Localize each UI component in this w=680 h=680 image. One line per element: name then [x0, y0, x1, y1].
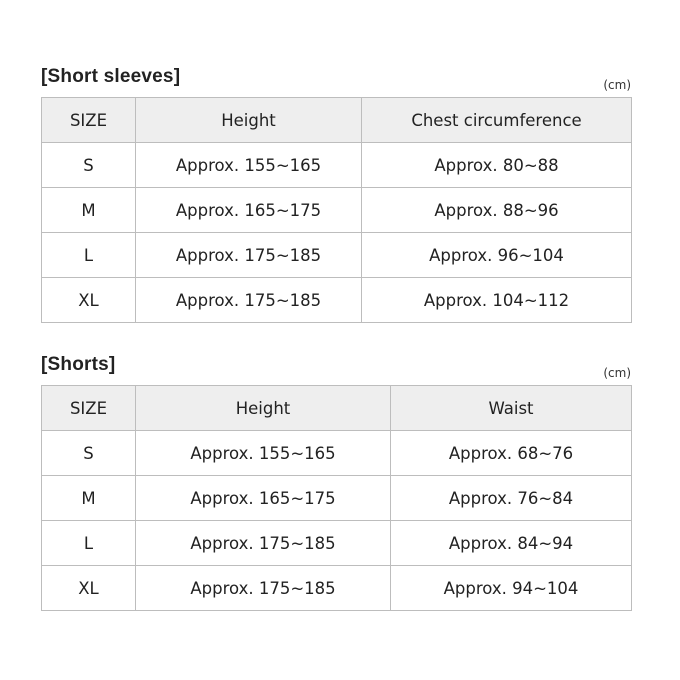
cell-chest: Approx. 88~96 [362, 188, 632, 233]
table-row [42, 233, 632, 278]
cell-chest: Approx. 80~88 [362, 143, 632, 188]
unit-label: (cm) [603, 78, 631, 92]
cell-height: Approx. 165~175 [136, 476, 391, 521]
table-header-row [42, 386, 632, 431]
cell-size: XL [42, 566, 136, 611]
shorts-section [41, 352, 631, 611]
section-header [41, 64, 631, 92]
table-row [42, 521, 632, 566]
cell-height: Approx. 155~165 [136, 431, 391, 476]
cell-waist: Approx. 68~76 [391, 431, 632, 476]
header-size: SIZE [42, 386, 136, 431]
short-sleeves-section [41, 64, 631, 323]
cell-size: S [42, 431, 136, 476]
cell-height: Approx. 175~185 [136, 521, 391, 566]
cell-size: L [42, 233, 136, 278]
header-height: Height [136, 98, 362, 143]
section-title: [Short sleeves] [41, 66, 181, 87]
table-row [42, 143, 632, 188]
cell-waist: Approx. 76~84 [391, 476, 632, 521]
cell-height: Approx. 165~175 [136, 188, 362, 233]
table-row [42, 188, 632, 233]
cell-size: XL [42, 278, 136, 323]
cell-height: Approx. 175~185 [136, 566, 391, 611]
cell-height: Approx. 155~165 [136, 143, 362, 188]
shorts-size-table [41, 385, 632, 611]
cell-height: Approx. 175~185 [136, 278, 362, 323]
cell-waist: Approx. 94~104 [391, 566, 632, 611]
header-chest: Chest circumference [362, 98, 632, 143]
cell-chest: Approx. 96~104 [362, 233, 632, 278]
short-sleeves-size-table [41, 97, 632, 323]
cell-waist: Approx. 84~94 [391, 521, 632, 566]
cell-height: Approx. 175~185 [136, 233, 362, 278]
table-row [42, 566, 632, 611]
cell-size: L [42, 521, 136, 566]
table-header-row [42, 98, 632, 143]
header-size: SIZE [42, 98, 136, 143]
section-header [41, 352, 631, 380]
cell-size: M [42, 188, 136, 233]
header-waist: Waist [391, 386, 632, 431]
table-row [42, 278, 632, 323]
cell-chest: Approx. 104~112 [362, 278, 632, 323]
section-title: [Shorts] [41, 354, 116, 375]
cell-size: M [42, 476, 136, 521]
unit-label: (cm) [603, 366, 631, 380]
header-height: Height [136, 386, 391, 431]
table-row [42, 431, 632, 476]
cell-size: S [42, 143, 136, 188]
table-row [42, 476, 632, 521]
